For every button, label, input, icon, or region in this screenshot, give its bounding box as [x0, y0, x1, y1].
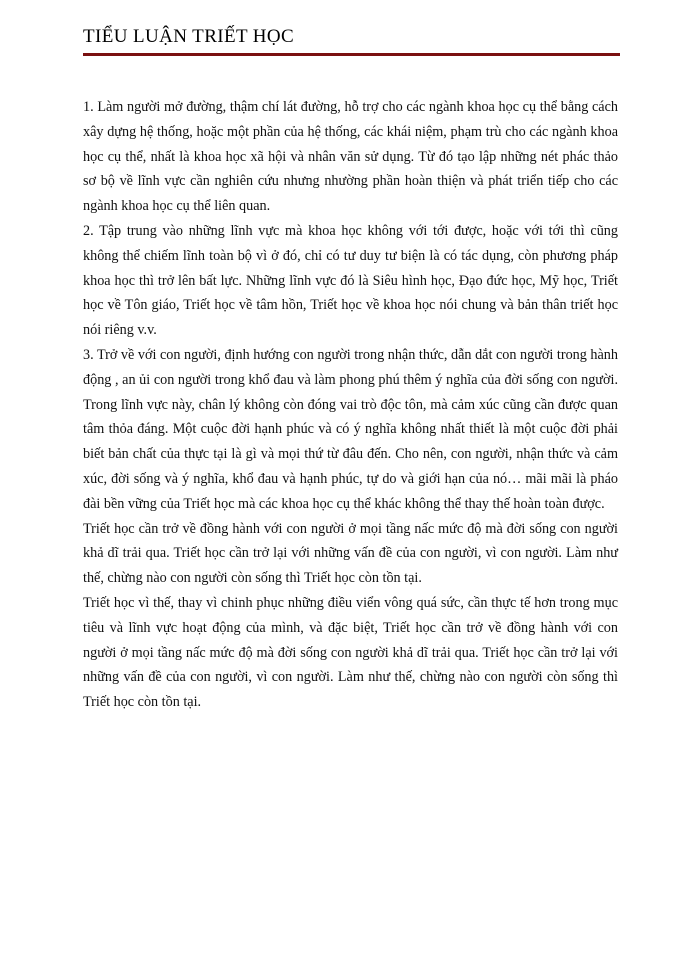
- header-rule-gap: [83, 56, 620, 57]
- page-header: [83, 26, 623, 48]
- paragraph-4: Triết học cần trở về đồng hành với con người ở mọi tầng nấc mức độ mà đời sống con người khả dĩ trải qua. Triết học cần trở lại với những vấn đề của con người, vì con người. Làm như thế, chừng nào con người còn sống thì Triết học còn tồn tại.: [83, 520, 618, 587]
- paragraph-3: 3. Trở về với con người, định hướng con người trong nhận thức, dẫn dắt con người trong hành động , an ủi con người trong khổ đau và làm phong phú thêm ý nghĩa của đời sống con người. Trong lĩnh vực này, chân lý không còn đóng vai trò độc tôn, mà cảm xúc cũng cần được quan tâm thỏa đáng. Một cuộc đời hạnh phúc và có ý nghĩa không nhất thiết là một cuộc đời phải biết bản chất của thực tại là gì và mọi thứ từ đâu đến. Cho nên, con người, nhận thức và cảm xúc, đời sống và ý nghĩa, khổ đau và hạnh phúc, tự do và giới hạn của nó… mãi mãi là pháo đài bền vững của Triết học mà các khoa học cụ thể khác không thể thay thế hoàn toàn được.: [83, 346, 618, 512]
- paragraph-5: Triết học vì thế, thay vì chinh phục những điều viển vông quá sức, cần thực tế hơn trong mục tiêu và lĩnh vực hoạt động của mình, và đặc biệt, Triết học cần trở về đồng hành với con người ở mọi tầng nấc mức độ mà đời sống con người khả dĩ trải qua. Triết học cần trở lại với những vấn đề của con người, vì con người. Làm như thế, chừng nào con người còn sống thì Triết học còn tồn tại.: [83, 594, 618, 711]
- paragraph-2: 2. Tập trung vào những lĩnh vực mà khoa học không với tới được, hoặc với tới thì cũng không thể chiếm lĩnh toàn bộ vì ở đó, chỉ có tư duy tư biện là có tác dụng, còn phương pháp khoa học thì trở lên bất lực. Những lĩnh vực đó là Siêu hình học, Đạo đức học, Mỹ học, Triết học về Tôn giáo, Triết học về tâm hồn, Triết học về khoa học nói chung và bản thân triết học nói riêng v.v.: [83, 222, 618, 339]
- header-title: TIỂU LUẬN TRIẾT HỌC: [83, 26, 295, 47]
- document-body: [83, 95, 618, 715]
- paragraph-1: 1. Làm người mở đường, thậm chí lát đường, hỗ trợ cho các ngành khoa học cụ thể bằng cách xây dựng hệ thống, hoặc một phần của hệ thống, các khái niệm, phạm trù cho các ngành khoa học cụ thể, nhất là khoa học xã hội và nhân văn sử dụng. Từ đó tạo lập những nét phác thảo sơ bộ về lĩnh vực cần nghiên cứu nhưng nhường phần hoàn thiện và phát triển tiếp cho các ngành khoa học cụ thể liên quan.: [83, 99, 618, 215]
